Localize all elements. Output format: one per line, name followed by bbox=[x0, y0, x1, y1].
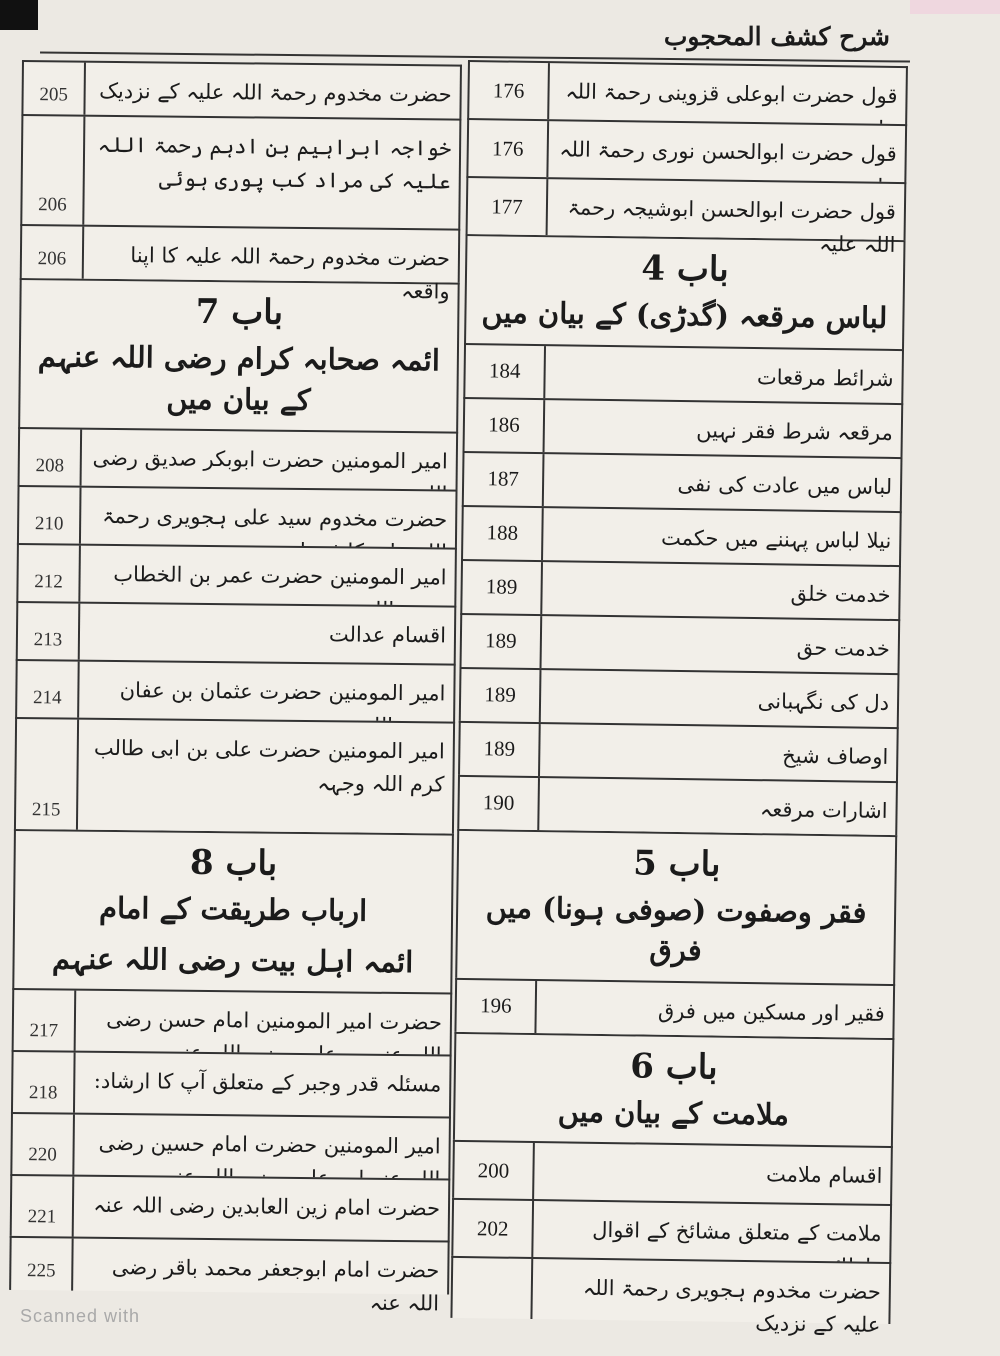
toc-entry-title: اشارات مرقعہ bbox=[759, 796, 888, 823]
toc-entry-title: ملامت کے متعلق مشائخ کے اقوال bbox=[592, 1218, 882, 1247]
toc-row[interactable] bbox=[460, 559, 901, 619]
toc-page-number: 206 bbox=[22, 116, 85, 225]
toc-entry-title: قول حضرت ابوالحسن نوری رحمۃ اللہ bbox=[559, 137, 897, 166]
toc-entry-title: خدمت حق bbox=[796, 635, 890, 661]
chapter-label: باب 4 bbox=[641, 248, 730, 290]
chapter-label: باب 7 bbox=[195, 291, 284, 333]
toc-entry-title: خدمت خلق bbox=[790, 581, 891, 607]
chapter-heading bbox=[453, 1032, 894, 1147]
toc-page-number: 221 bbox=[12, 1176, 75, 1237]
toc-entry-title: حضرت امیر المومنین امام حسن رضی bbox=[106, 1007, 443, 1035]
toc-entry-title: اوصاف شیخ bbox=[782, 743, 889, 769]
toc-entry-title: مسئلہ قدر وجبر کے متعلق آپ کا ارشاد: bbox=[93, 1069, 442, 1097]
toc-page-number: 220 bbox=[12, 1114, 75, 1175]
toc-page-number: 189 bbox=[461, 669, 542, 722]
toc-entry-title: قول حضرت ابوعلی قزوینی رحمۃ اللہ bbox=[565, 79, 898, 108]
toc-entry-title: شرائط مرقعات bbox=[756, 364, 894, 391]
toc-page-number: 188 bbox=[463, 507, 544, 560]
toc-row[interactable] bbox=[463, 397, 904, 457]
toc-row[interactable] bbox=[458, 721, 899, 781]
chapter-title: ائمہ صحابہ کرام رضی اللہ عنہم کے بیان میں bbox=[37, 339, 441, 417]
toc-entry-title: حضرت مخدوم سید علی ہجویری رحمۃ bbox=[102, 504, 448, 532]
toc-page-number: 189 bbox=[462, 561, 543, 614]
toc-row[interactable] bbox=[16, 601, 457, 664]
toc-page-number: 215 bbox=[16, 719, 79, 830]
toc-row[interactable] bbox=[459, 667, 900, 727]
chapter-title: ملامت کے بیان میں bbox=[557, 1094, 790, 1132]
toc-page-number: 196 bbox=[456, 980, 537, 1033]
toc-page-number: 212 bbox=[18, 545, 81, 602]
toc-page-number: 214 bbox=[17, 661, 80, 718]
toc-row[interactable] bbox=[466, 118, 907, 182]
toc-row[interactable] bbox=[18, 427, 459, 490]
toc-page-number: 217 bbox=[14, 990, 77, 1051]
toc-row[interactable] bbox=[17, 485, 458, 548]
chapter-subtitle: ائمہ اہل بیت رضی اللہ عنہم bbox=[51, 941, 414, 979]
toc-page-number: 184 bbox=[465, 345, 546, 398]
toc-row[interactable] bbox=[454, 978, 895, 1038]
toc-row[interactable] bbox=[462, 451, 903, 511]
toc-row[interactable] bbox=[460, 613, 901, 673]
toc-row[interactable] bbox=[457, 775, 898, 835]
chapter-label: باب 8 bbox=[189, 842, 278, 884]
toc-page-number: 177 bbox=[468, 178, 549, 235]
toc-entry-title: حضرت امام زین العابدین رضی اللہ عنہ bbox=[93, 1193, 441, 1221]
toc-entry-title: اقسام ملامت bbox=[765, 1162, 883, 1189]
toc-entry-title: نیلا لباس پہننے میں حکمت bbox=[660, 525, 892, 553]
toc-page-number: 190 bbox=[459, 777, 540, 830]
toc-page-number: 218 bbox=[13, 1052, 76, 1113]
toc-entry-title: امیر المومنین حضرت عمر بن الخطاب bbox=[113, 562, 447, 590]
toc-entry-title: حضرت مخدوم رحمۃ اللہ علیہ کا اپنا واقعہ bbox=[130, 243, 451, 304]
toc-entry-title: امیر المومنین حضرت امام حسین رضی bbox=[98, 1131, 441, 1159]
toc-row[interactable] bbox=[463, 343, 904, 403]
toc-right-column bbox=[450, 60, 908, 1356]
toc-page-number: 208 bbox=[20, 429, 83, 486]
toc-entry-title: مرقعہ شرط فقر نہیں bbox=[696, 417, 894, 445]
toc-entry-title: حضرت مخدوم ہجویری رحمۃ اللہ علیہ کے نزدیک bbox=[582, 1276, 882, 1337]
toc-row[interactable] bbox=[14, 717, 455, 834]
toc-row[interactable] bbox=[467, 60, 908, 124]
toc-row[interactable] bbox=[452, 1140, 893, 1204]
chapter-label: باب 5 bbox=[632, 842, 721, 885]
toc-entry-title: قول حضرت ابوالحسن ابوشیجہ رحمۃ اللہ علیہ bbox=[567, 195, 897, 257]
toc-page-number bbox=[452, 1258, 533, 1319]
toc-row[interactable] bbox=[10, 1174, 451, 1241]
scan-corner-mark bbox=[0, 0, 38, 30]
toc-page-number: 176 bbox=[468, 120, 549, 177]
toc-row[interactable] bbox=[12, 988, 453, 1055]
chapter-heading bbox=[455, 829, 897, 984]
toc-page-number: 206 bbox=[22, 226, 85, 279]
toc-entry-title: دل کی نگہبانی bbox=[757, 688, 890, 715]
chapter-title: فقر وصفوت (صوفی ہونا) میں فرق bbox=[485, 889, 867, 968]
toc-left-column bbox=[8, 60, 461, 1355]
toc-row[interactable] bbox=[11, 1050, 452, 1117]
toc-entry-title: امیر المومنین حضرت ابوبکر صدیق رضی bbox=[92, 445, 448, 474]
toc-page-number: 200 bbox=[454, 1142, 535, 1199]
toc-page-number: 189 bbox=[460, 723, 541, 776]
chapter-label: باب 6 bbox=[630, 1046, 718, 1088]
toc-row[interactable] bbox=[461, 505, 902, 565]
toc-page-number: 213 bbox=[18, 603, 81, 660]
toc-entry-title: امیر المومنین حضرت علی بن ابی طالب کرم اللہ وجہہ bbox=[93, 735, 445, 797]
toc-row[interactable] bbox=[451, 1198, 892, 1262]
toc-page-number: 225 bbox=[11, 1238, 74, 1291]
toc-row[interactable] bbox=[16, 543, 457, 606]
toc-entry-title: فقیر اور مسکین میں فرق bbox=[657, 998, 885, 1026]
toc-page-number: 202 bbox=[453, 1200, 534, 1257]
toc-entry-title: امیر المومنین حضرت عثمان بن عفان bbox=[119, 678, 446, 706]
toc-row[interactable] bbox=[466, 176, 907, 257]
toc-page-number: 189 bbox=[462, 615, 543, 668]
toc-page-number: 210 bbox=[19, 487, 82, 544]
toc-page-number: 176 bbox=[469, 62, 550, 119]
toc-row[interactable] bbox=[10, 1112, 451, 1179]
toc-row[interactable] bbox=[450, 1256, 891, 1337]
scan-edge bbox=[910, 0, 1000, 14]
toc-page-number: 205 bbox=[23, 62, 86, 115]
chapter-title: ارباب طریقت کے امام bbox=[98, 891, 368, 928]
chapter-heading bbox=[18, 278, 460, 432]
toc-row[interactable] bbox=[15, 659, 456, 722]
toc-page-number: 186 bbox=[465, 399, 546, 452]
running-head: شرح کشف المحجوب bbox=[663, 22, 890, 51]
toc-entry-title: خواجہ ابراہیم بن ادہم رحمۃ اللہ علیہ کی مراد کب پوری ہوئی bbox=[97, 132, 452, 194]
toc-row[interactable] bbox=[21, 60, 462, 119]
toc-entry-title: حضرت مخدوم رحمۃ اللہ علیہ کے نزدیک bbox=[99, 78, 452, 107]
scanner-watermark: Scanned with bbox=[20, 1306, 141, 1326]
toc-entry-title: حضرت امام ابوجعفر محمد باقر رضی اللہ عنہ bbox=[111, 1255, 440, 1316]
toc-page-number: 187 bbox=[464, 453, 545, 506]
toc-row[interactable] bbox=[20, 224, 461, 304]
toc-row[interactable] bbox=[20, 114, 461, 229]
toc-entry-title: لباس میں عادت کی نفی bbox=[677, 471, 893, 499]
chapter-title: لباس مرقعہ (گدڑی) کے بیان میں bbox=[481, 295, 888, 335]
toc-entry-title: اقسام عدالت bbox=[328, 622, 447, 648]
chapter-heading bbox=[12, 829, 454, 993]
